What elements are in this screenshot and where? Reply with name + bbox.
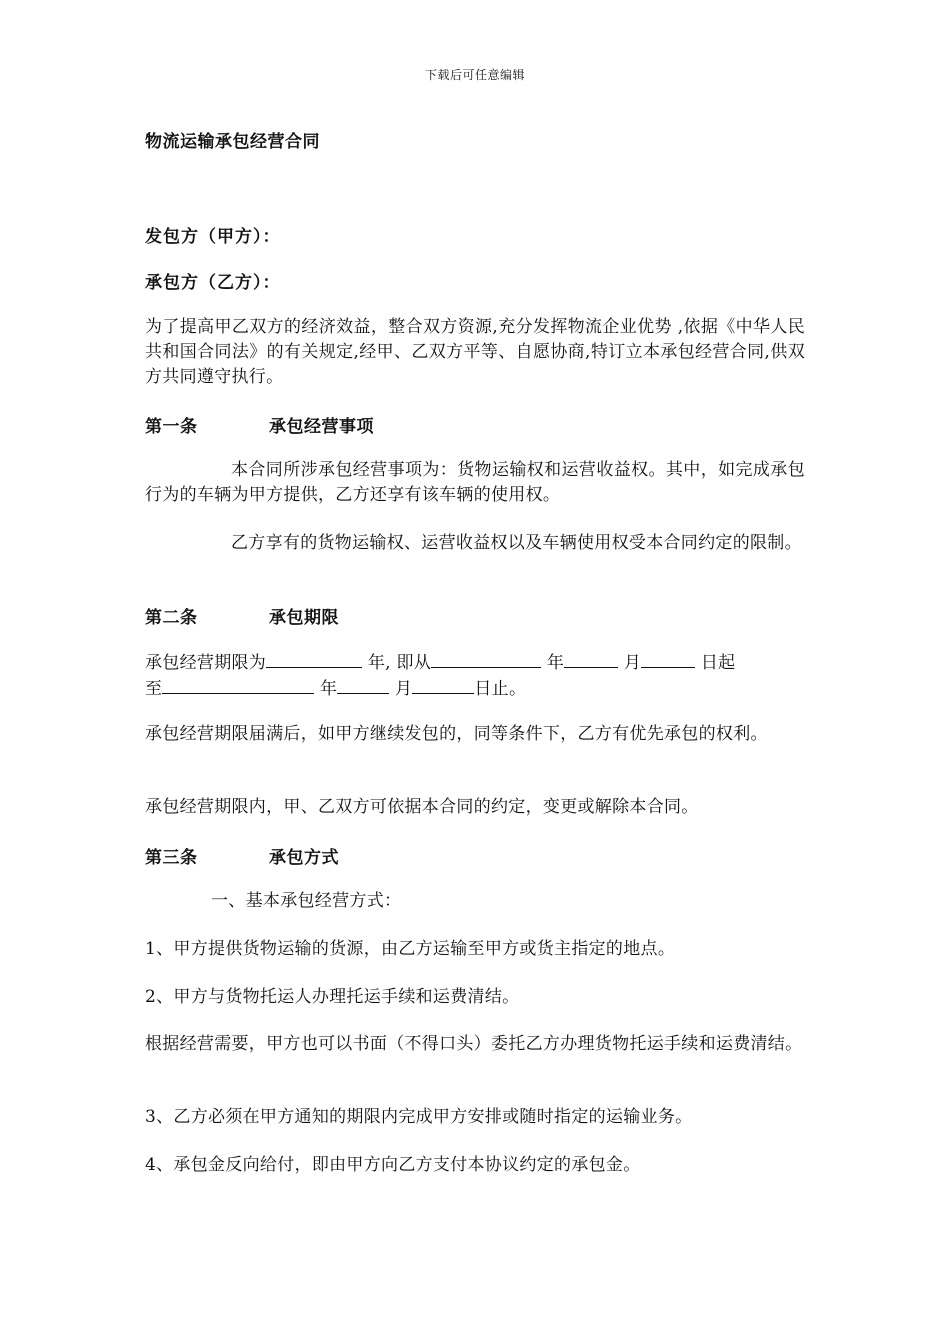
term-text-from: 年, 即从 xyxy=(362,653,432,673)
preamble-paragraph: 为了提高甲乙双方的经济效益，整合双方资源,充分发挥物流企业优势 ,依据《中华人民共和国合同法》的有关规定,经甲、乙双方平等、自愿协商,特订立本承包经营合同,供双方共同遵守执行。 xyxy=(145,317,805,387)
party-a-label: 发包方（甲方）： xyxy=(145,227,281,247)
article-3-item-1: 1、甲方提供货物运输的货源，由乙方运输至甲方或货主指定的地点。 xyxy=(145,939,676,959)
end-month-blank xyxy=(337,676,389,694)
article-3-heading xyxy=(145,843,339,868)
start-month-blank xyxy=(564,650,618,668)
term-years-blank xyxy=(266,650,362,668)
end-year-blank xyxy=(162,676,314,694)
term-line-1 xyxy=(145,650,805,676)
term-line-2 xyxy=(145,676,805,702)
article-3-item-2: 2、甲方与货物托运人办理托运手续和运费清结。 xyxy=(145,987,520,1007)
article-3-number: 第三条 xyxy=(145,848,198,868)
article-2-paragraph-3: 承包经营期限内，甲、乙双方可依据本合同的约定，变更或解除本合同。 xyxy=(145,797,699,817)
start-day-blank xyxy=(641,650,695,668)
article-2-title: 承包期限 xyxy=(269,608,339,628)
article-1-paragraph-2: 乙方享有的货物运输权、运营收益权以及车辆使用权受本合同约定的限制。 xyxy=(231,533,802,553)
article-1-title: 承包经营事项 xyxy=(269,417,374,437)
end-day-blank xyxy=(412,676,474,694)
article-3-item-3: 3、乙方必须在甲方通知的期限内完成甲方安排或随时指定的运输业务。 xyxy=(145,1107,693,1127)
article-2-term-clause xyxy=(145,650,805,702)
start-year-blank xyxy=(431,650,541,668)
article-2-paragraph-2: 承包经营期限届满后，如甲方继续发包的，同等条件下，乙方有优先承包的权利。 xyxy=(145,724,768,744)
article-3-title: 承包方式 xyxy=(269,848,339,868)
term-text-to: 至 xyxy=(145,679,163,699)
header-note: 下载后可任意编辑 xyxy=(424,68,525,82)
article-3-note: 根据经营需要，甲方也可以书面（不得口头）委托乙方办理货物托运手续和运费清结。 xyxy=(145,1034,803,1054)
article-3-item-4: 4、承包金反向给付，即由甲方向乙方支付本协议约定的承包金。 xyxy=(145,1155,641,1175)
term-text-end-year: 年 xyxy=(314,679,338,699)
document-title: 物流运输承包经营合同 xyxy=(145,132,320,152)
party-b-label: 承包方（乙方）： xyxy=(145,273,281,293)
article-1-paragraph-1: 本合同所涉承包经营事项为：货物运输权和运营收益权。其中，如完成承包行为的车辆为甲方提供，乙方还享有该车辆的使用权。 xyxy=(145,460,805,505)
article-1-number: 第一条 xyxy=(145,417,198,437)
term-text-year: 年 xyxy=(541,653,565,673)
article-3-subheading: 一、基本承包经营方式： xyxy=(211,891,402,911)
article-1-heading xyxy=(145,412,374,437)
term-text-day-start: 日起 xyxy=(695,653,736,673)
article-2-number: 第二条 xyxy=(145,608,198,628)
term-text-end: 日止。 xyxy=(474,679,527,699)
term-text-month: 月 xyxy=(618,653,642,673)
article-2-heading xyxy=(145,603,339,628)
term-text-end-month: 月 xyxy=(389,679,413,699)
term-text-period: 承包经营期限为 xyxy=(145,653,267,673)
